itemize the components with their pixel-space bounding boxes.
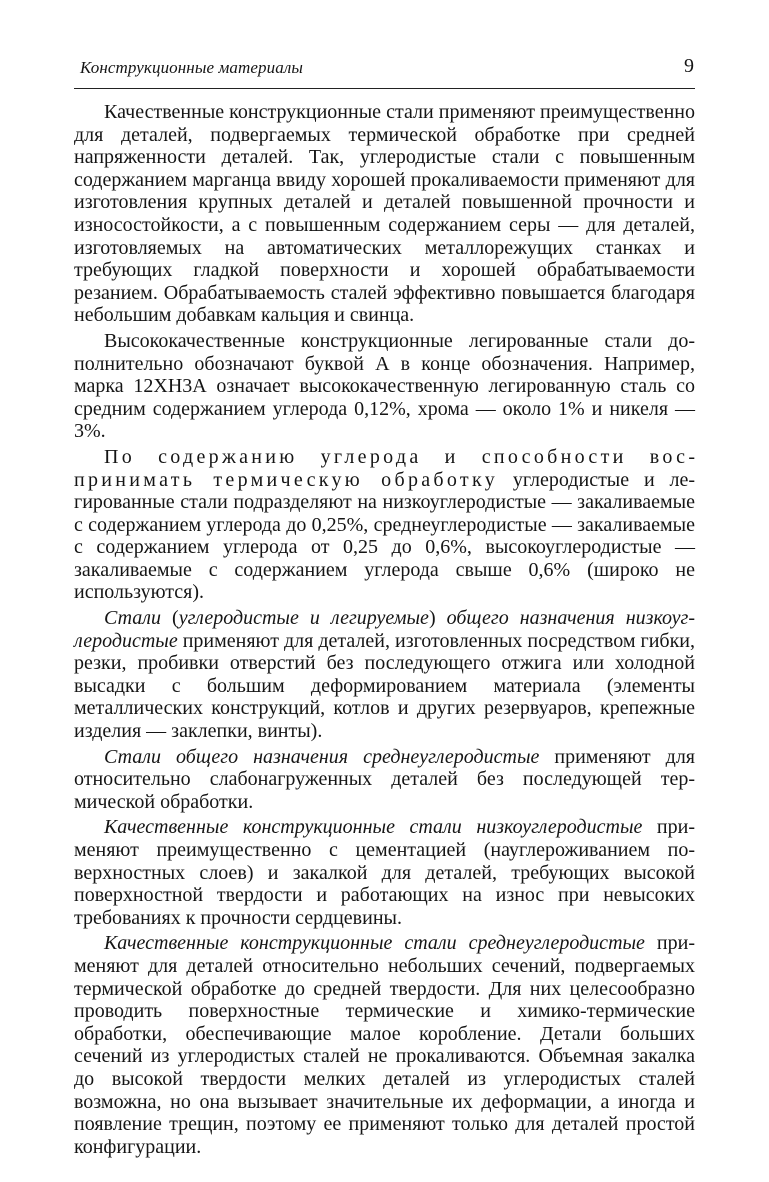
paragraph-text: ) [428, 607, 447, 630]
paragraph-text: применяют для относительно слабонагруженных деталей без последующей термической обработки. [74, 745, 695, 813]
italic-term: Стали [104, 607, 162, 630]
book-page [74, 52, 695, 1158]
running-title: Конструкционные материалы [80, 58, 303, 77]
spaced-emphasis: По содержанию углерода и способности воспринимать термическую обработку [74, 445, 695, 491]
paragraph-text: Качественные конструкционные стали применяют преимущественно для деталей, подвергаемых термической обработке при средней напряженности деталей. Так, углеродистые стали с повышенным содержанием марганца ввиду хорошей прокаливаемости применяют для изготовления крупных деталей и деталей повышенной прочности и износостойкости, а с повышенным содержанием серы — для деталей, изготовляемых на автоматических металлорежущих станках и требующих гладкой поверхности и хорошей обрабатываемости резанием. Обрабатываемость сталей эффективно повышается благодаря небольшим добавкам кальция и свинца. [74, 101, 695, 327]
paragraph-high-quality-alloy-steels [74, 330, 695, 443]
paragraph-general-low-carbon-steels [74, 607, 695, 743]
paragraph-general-medium-carbon-steels [74, 746, 695, 814]
italic-term: Качественные конструкционные стали низкоуглеродистые [104, 816, 643, 839]
italic-term: Стали общего назначения среднеуглеродистые [104, 745, 540, 768]
paragraph-text: применяют преимущественно с цементацией (науглероживанием поверхностных слоев) и закалкой для деталей, требующих высокой поверхностной твердости и работающих на износ при невысоких требованиях к прочности сердцевины. [74, 816, 696, 929]
paragraph-quality-steels [74, 101, 695, 327]
running-header [74, 52, 695, 89]
italic-term: углеродистые и легируемые [178, 607, 429, 630]
paragraph-text: Высококачественные конструкционные легированные стали дополнительно обозначают буквой А в конце обозначения. Например, марка 12ХН3А означает высококачественную легированную сталь со средним содержанием углерода 0,12%, хрома — около 1% и никеля — 3%. [74, 329, 695, 443]
body-text [74, 101, 695, 1158]
paragraph-text: углеродистые и легированные стали подразделяют на низкоуглеродистые — закаливаемые с содержанием углерода до 0,25%, среднеуглеродистые — закаливаемые с содержанием углерода от 0,25 до 0,6%, высокоуглеродистые — закаливаемые с содержанием углерода свыше 0,6% (широко не используются). [74, 468, 696, 604]
paragraph-quality-low-carbon-steels [74, 816, 695, 929]
italic-term: Качественные конструкционные стали среднеуглеродистые [104, 932, 645, 955]
page-number: 9 [684, 55, 694, 77]
paragraph-text: ( [161, 607, 179, 630]
paragraph-text: применяют для деталей, изготовленных посредством гибки, резки, пробивки отверстий без последующего отжига или холодной высадки с большим деформированием материала (элементы металлических конструкций, котлов и других резервуаров, крепежные изделия — заклепки, винты). [74, 629, 695, 743]
paragraph-text: применяют для деталей относительно небольших сечений, подвергаемых термической обработке до средней твердости. Для них целесообразно проводить поверхностные термические и химико-термические обработки, обеспечивающие малое коробление. Детали больших сечений из углеродистых сталей не прокаливаются. Объемная закалка до высокой твердости мелких деталей из углеродистых сталей возможна, но она вызывает значительные их деформации, а иногда и появление трещин, поэтому ее применяют только для деталей простой конфигурации. [74, 932, 696, 1158]
paragraph-carbon-content-classification [74, 446, 695, 604]
italic-term: общего назначения низкоуглеродистые [74, 607, 696, 652]
paragraph-quality-medium-carbon-steels [74, 932, 695, 1158]
